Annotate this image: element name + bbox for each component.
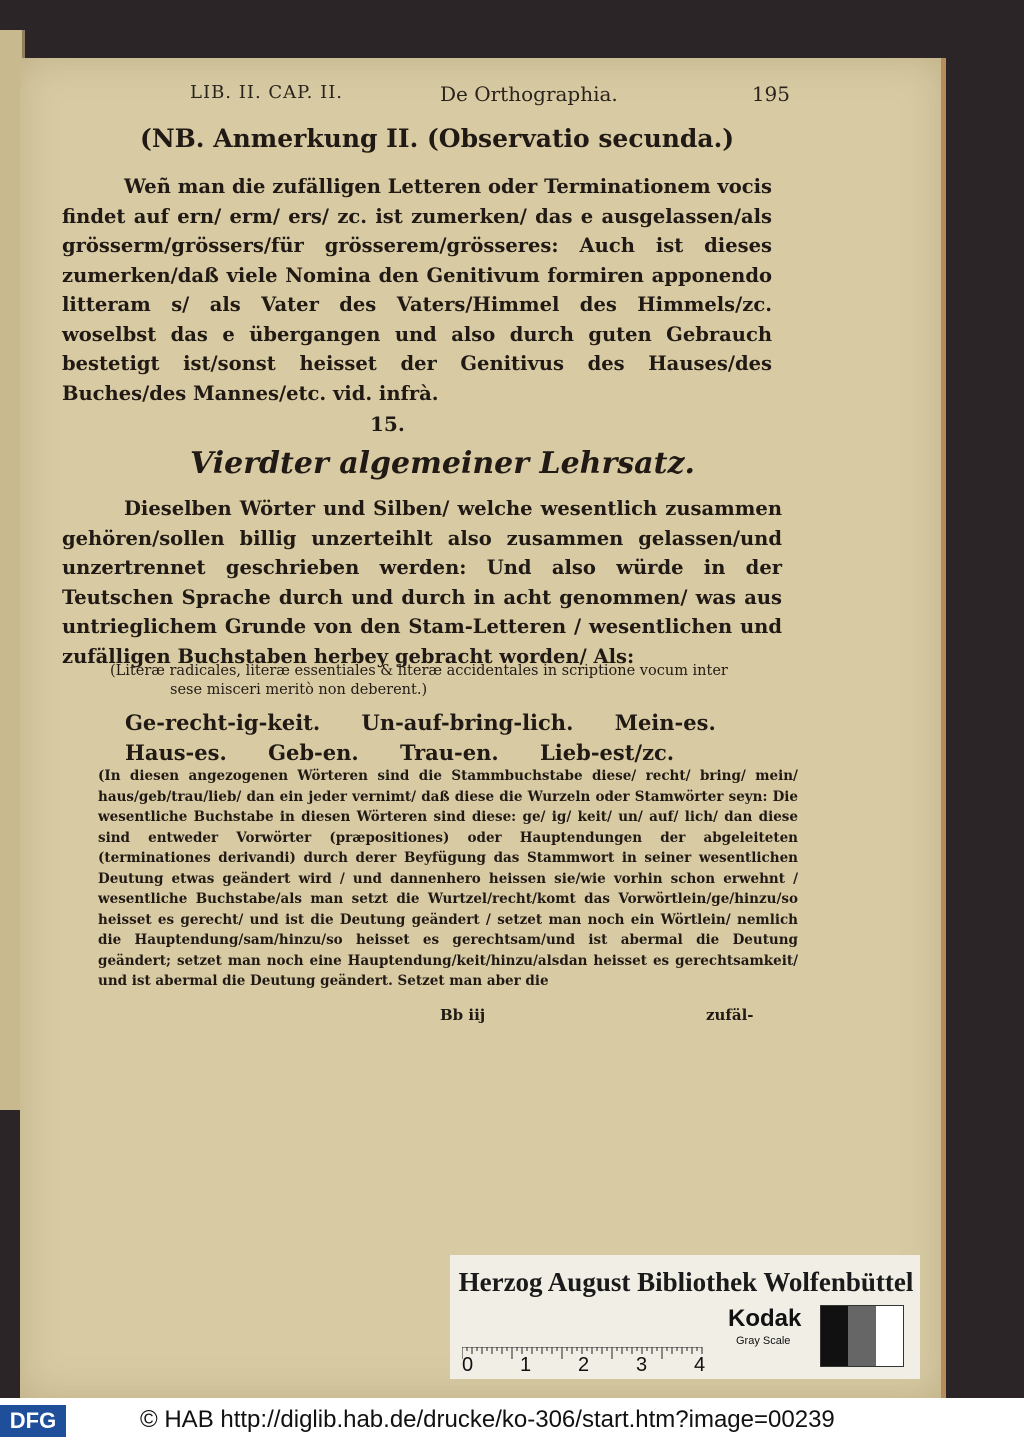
- catchword: zufäl-: [706, 1006, 754, 1024]
- latin-note: [110, 662, 790, 700]
- examples-row-2: [125, 738, 750, 768]
- ruler-number: 4: [694, 1354, 706, 1371]
- section-number: 15.: [370, 412, 405, 436]
- gray-swatch: [820, 1305, 904, 1367]
- library-name: Herzog August Bibliothek Wolfenbüttel: [458, 1267, 914, 1297]
- paragraph-2: [62, 494, 782, 671]
- latin-note-line-2-text: sese misceri meritò non deberent.): [170, 682, 428, 698]
- ruler-number: 0: [462, 1354, 474, 1371]
- example-word: Trau-en.: [400, 740, 499, 765]
- swatch-white: [876, 1306, 903, 1366]
- example-word: Ge-recht-ig-keit.: [125, 710, 321, 735]
- swatch-black: [821, 1306, 848, 1366]
- signature-mark: Bb iij: [440, 1006, 486, 1024]
- ruler-number: 3: [636, 1354, 648, 1371]
- running-header: [190, 82, 790, 108]
- ruler-number: 1: [520, 1354, 532, 1371]
- ruler: [462, 1347, 712, 1371]
- example-word: Un-auf-bring-lich.: [361, 710, 574, 735]
- header-chapter: LIB. II. CAP. II.: [190, 82, 344, 103]
- examples-row-1: [125, 708, 750, 738]
- page-edge: [941, 58, 946, 1398]
- footer-bar: [0, 1398, 1024, 1442]
- swatch-gray: [848, 1306, 875, 1366]
- header-title: De Orthographia.: [440, 82, 618, 106]
- paragraph-3: (In diesen angezogenen Wörteren sind die Stammbuchstabe diese/ recht/ bring/ mein/ haus/geb/trau/lieb/ dan ein jeder vernimt/ daß diese die Wurzeln oder Stamwörter seyn: Die wesentliche Buchstabe in diesen Wörteren sind diese: ge/ ig/ keit/ un/ auf/ lich/ dan diese sind entweder Vorwörter (præpositiones) oder Hauptendungen der abgeleiteten (terminationes derivandi) durch derer Beyfügung das Stammwort in seiner wesentlichen Deutung etwas geändert wird / und dannenhero heissen sie/wie vorhin schon erwehnt / wesentliche Buchstabe/als man setzt die Wurtzel/recht/komt das Vorwörtlein/ge/hinzu/so heisset es gerecht/ und ist die Deutung geändert / setzet man noch ein Wörtlein/ nemlich die Hauptendung/sam/hinzu/so heisset es gerechtsam/und ist abermal die Deutung geändert; setzet man noch eine Hauptendung/keit/hinzu/alsdan heisset es gerechtsamkeit/ und ist abermal die Deutung geändert. Setzet man aber die: [98, 768, 798, 989]
- paragraph-1: [62, 172, 772, 408]
- ruler-number: 2: [578, 1354, 590, 1371]
- example-word: Haus-es.: [125, 740, 227, 765]
- library-scale-card: [450, 1255, 920, 1379]
- kodak-logo: Kodak: [728, 1305, 802, 1332]
- copyright-text: © HAB http://diglib.hab.de/drucke/ko-306/start.htm?image=00239: [140, 1406, 835, 1433]
- latin-note-line-2: [110, 681, 790, 700]
- example-word: Lieb-est/zc.: [540, 740, 675, 765]
- nb-heading: (NB. Anmerkung II. (Observatio secunda.): [140, 124, 735, 153]
- page-number: 195: [751, 82, 790, 106]
- gray-scale-label: Gray Scale: [736, 1335, 791, 1347]
- section-title: Vierdter algemeiner Lehrsatz.: [190, 446, 695, 481]
- latin-note-line-1: (Literæ radicales, literæ essentiales & literæ accidentales in scriptione vocum inter: [110, 663, 728, 679]
- example-word: Mein-es.: [614, 710, 716, 735]
- example-word: Geb-en.: [268, 740, 359, 765]
- paragraph-1-text: Weñ man die zufälligen Letteren oder Terminationem vocis findet auf ern/ erm/ ers/ zc. ist zumerken/ das e ausgelassen/als grösserm/grössers/für grösserem/grösseres: Auch ist dieses zumerken/daß viele Nomina den Genitivum formiren apponendo litteram s/ als Vater des Vaters/Himmel des Himmels/zc. woselbst das e übergangen und also durch guten Gebrauch bestetigt ist/sonst heisset der Genitivus des Hauses/des Buches/des Mannes/etc. vid. infrà.: [62, 175, 772, 405]
- dfg-logo: DFG: [0, 1405, 66, 1437]
- paragraph-2-text: Dieselben Wörter und Silben/ welche wesentlich zusammen gehören/sollen billig unzerteihlt also zusammen gelassen/und unzertrennet geschrieben werden: Und also würde in der Teutschen Sprache durch und durch in acht genommen/ was aus untrieglichem Grunde von den Stam-Letteren / wesentlichen und zufälligen Buchstaben herbey gebracht worden/ Als:: [62, 497, 782, 668]
- word-examples: [125, 708, 750, 768]
